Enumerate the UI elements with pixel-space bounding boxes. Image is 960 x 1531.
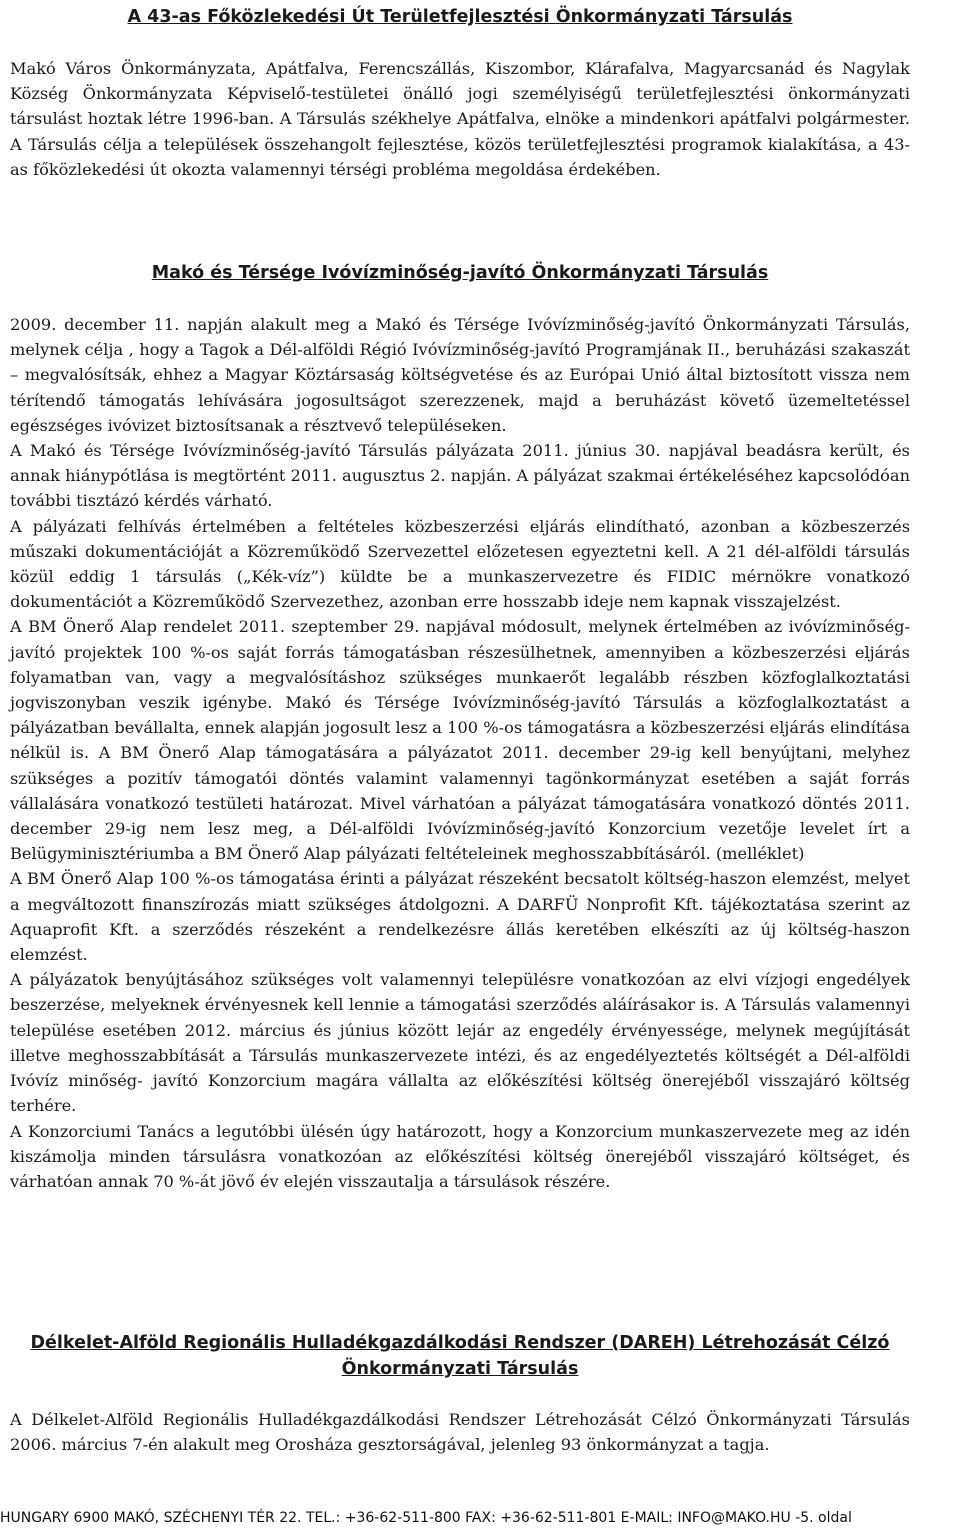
section-heading-dareh: Délkelet-Alföld Regionális Hulladékgazdálkodási Rendszer (DAREH) Létrehozását Célzó Önkormányzati Társulás	[30, 1333, 890, 1379]
paragraph: A pályázatok benyújtásához szükséges volt valamennyi településre vonatkozóan az elvi vízjogi engedélyek beszerzése, melyeknek érvényesnek kell lennie a támogatási szerződés aláírásakor is. A Társulás valamennyi települése esetében 2012. március és június között lejár az engedély érvényessége, melynek megújítását illetve meghosszabbítását a Társulás munkaszervezete intézi, és az engedélyeztetés költségét a Dél-alföldi Ivóvíz minőség- javító Konzorcium magára vállalta az előkészítési költség önerejéből visszajáró költség terhére.	[10, 970, 910, 1116]
section-body-dareh: A Délkelet-Alföld Regionális Hulladékgazdálkodási Rendszer Létrehozását Célzó Önkormányzati Társulás 2006. március 7-én alakult meg Orosháza gesztorságával, jelenleg 93 önkormányzat a tagja.	[10, 1410, 910, 1455]
paragraph: 2009. december 11. napján alakult meg a Makó és Térsége Ivóvízminőség-javító Önkormányzati Társulás, melynek célja , hogy a Tagok a Dél-alföldi Régió Ivóvízminőség-javító Programjának II., beruházási szakaszát – megvalósítsák, ehhez a Magyar Köztársaság költségvetése és az Európai Unió által biztosított vissza nem térítendő támogatás lehívására jogosultságot szerezzenek, majd a beruházást követő üzemeltetéssel egészséges ivóvizet biztosítsanak a résztvevő településeken.	[10, 315, 910, 435]
paragraph: A Konzorciumi Tanács a legutóbbi ülésén úgy határozott, hogy a Konzorcium munkaszervezete meg az idén kiszámolja minden társulásra vonatkozóan az előkészítési költség önerejéből visszajáró költséget, és várhatóan annak 70 %-át jövő év elején visszautalja a társulások részére.	[10, 1121, 910, 1191]
page-title: A 43-as Főközlekedési Út Területfejlesztési Önkormányzati Társulás	[127, 7, 793, 27]
intro-paragraph: Makó Város Önkormányzata, Apátfalva, Ferencszállás, Kiszombor, Klárafalva, Magyarcsanád és Nagylak Község Önkormányzata Képviselő-testületei önálló jogi személyiségű területfejlesztési önkormányzati társulást hoztak létre 1996-ban. A Társulás székhelye Apátfalva, elnöke a mindenkori apátfalvi polgármester. A Társulás célja a települések összehangolt fejlesztése, közös területfejlesztési programok kialakítása, a 43-as főközlekedési út okozta valamennyi térségi probléma megoldása érdekében.	[10, 59, 910, 179]
section-body-mako	[10, 312, 910, 1194]
paragraph: A pályázati felhívás értelmében a feltételes közbeszerzési eljárás elindítható, azonban a közbeszerzés műszaki dokumentációját a Közreműködő Szervezettel előzetesen egyeztetni kell. A 21 dél-alföldi társulás közül eddig 1 társulás („Kék-víz”) küldte be a munkaszervezetre és FIDIC mérnökre vonatkozó dokumentációt a Közreműködő Szervezethez, azonban erre hosszabb ideje nem kapnak visszajelzést.	[10, 516, 910, 612]
paragraph: A BM Önerő Alap rendelet 2011. szeptember 29. napjával módosult, melynek értelmében az ivóvízminőség-javító projektek 100 %-os saját forrás támogatásban részesülhetnek, amennyiben a közbeszerzési eljárás folyamatban van, vagy a megvalósításhoz szükséges munkaerőt legalább részben közfoglalkoztatási jogviszonyban veszik igénybe. Makó és Térsége Ivóvízminőség-javító Társulás a közfoglalkoztatást a pályázatban bevállalta, ennek alapján jogosult lesz a 100 %-os támogatásra a közbeszerzési eljárás elindítása nélkül is. A BM Önerő Alap támogatására a pályázatot 2011. december 29-ig kell benyújtani, melyhez szükséges a pozitív támogatói döntés valamint valamennyi tagönkormányzat esetében a saját forrás vállalására vonatkozó testületi határozat. Mivel várhatóan a pályázat támogatására vonatkozó döntés 2011. december 29-ig nem lesz meg, a Dél-alföldi Ivóvízminőség-javító Konzorcium vezetője levelet írt a Belügyminisztériumba a BM Önerő Alap pályázati feltételeinek meghosszabbításáról. (melléklet)	[10, 617, 910, 864]
page-footer: HUNGARY 6900 MAKÓ, SZÉCHENYI TÉR 22. TEL.: +36-62-511-800 FAX: +36-62-511-801 E-MAIL: INFO@MAKO.HU -5. oldal	[0, 1510, 852, 1526]
section-heading-mako: Makó és Térsége Ivóvízminőség-javító Önkormányzati Társulás	[151, 263, 769, 283]
paragraph: A BM Önerő Alap 100 %-os támogatása érinti a pályázat részeként becsatolt költség-haszon elemzést, melyet a megváltozott finanszírozás miatt szükséges átdolgozni. A DARFÜ Nonprofit Kft. tájékoztatása szerint az Aquaprofit Kft. a szerződés részeként a rendelkezésre állás keretében elkészíti az új költség-haszon elemzést.	[10, 869, 910, 965]
paragraph: A Makó és Térsége Ivóvízminőség-javító Társulás pályázata 2011. június 30. napjával beadásra került, és annak hiánypótlása is megtörtént 2011. augusztus 2. napján. A pályázat szakmai értékeléséhez kapcsolódóan további tisztázó kérdés várható.	[10, 441, 910, 511]
